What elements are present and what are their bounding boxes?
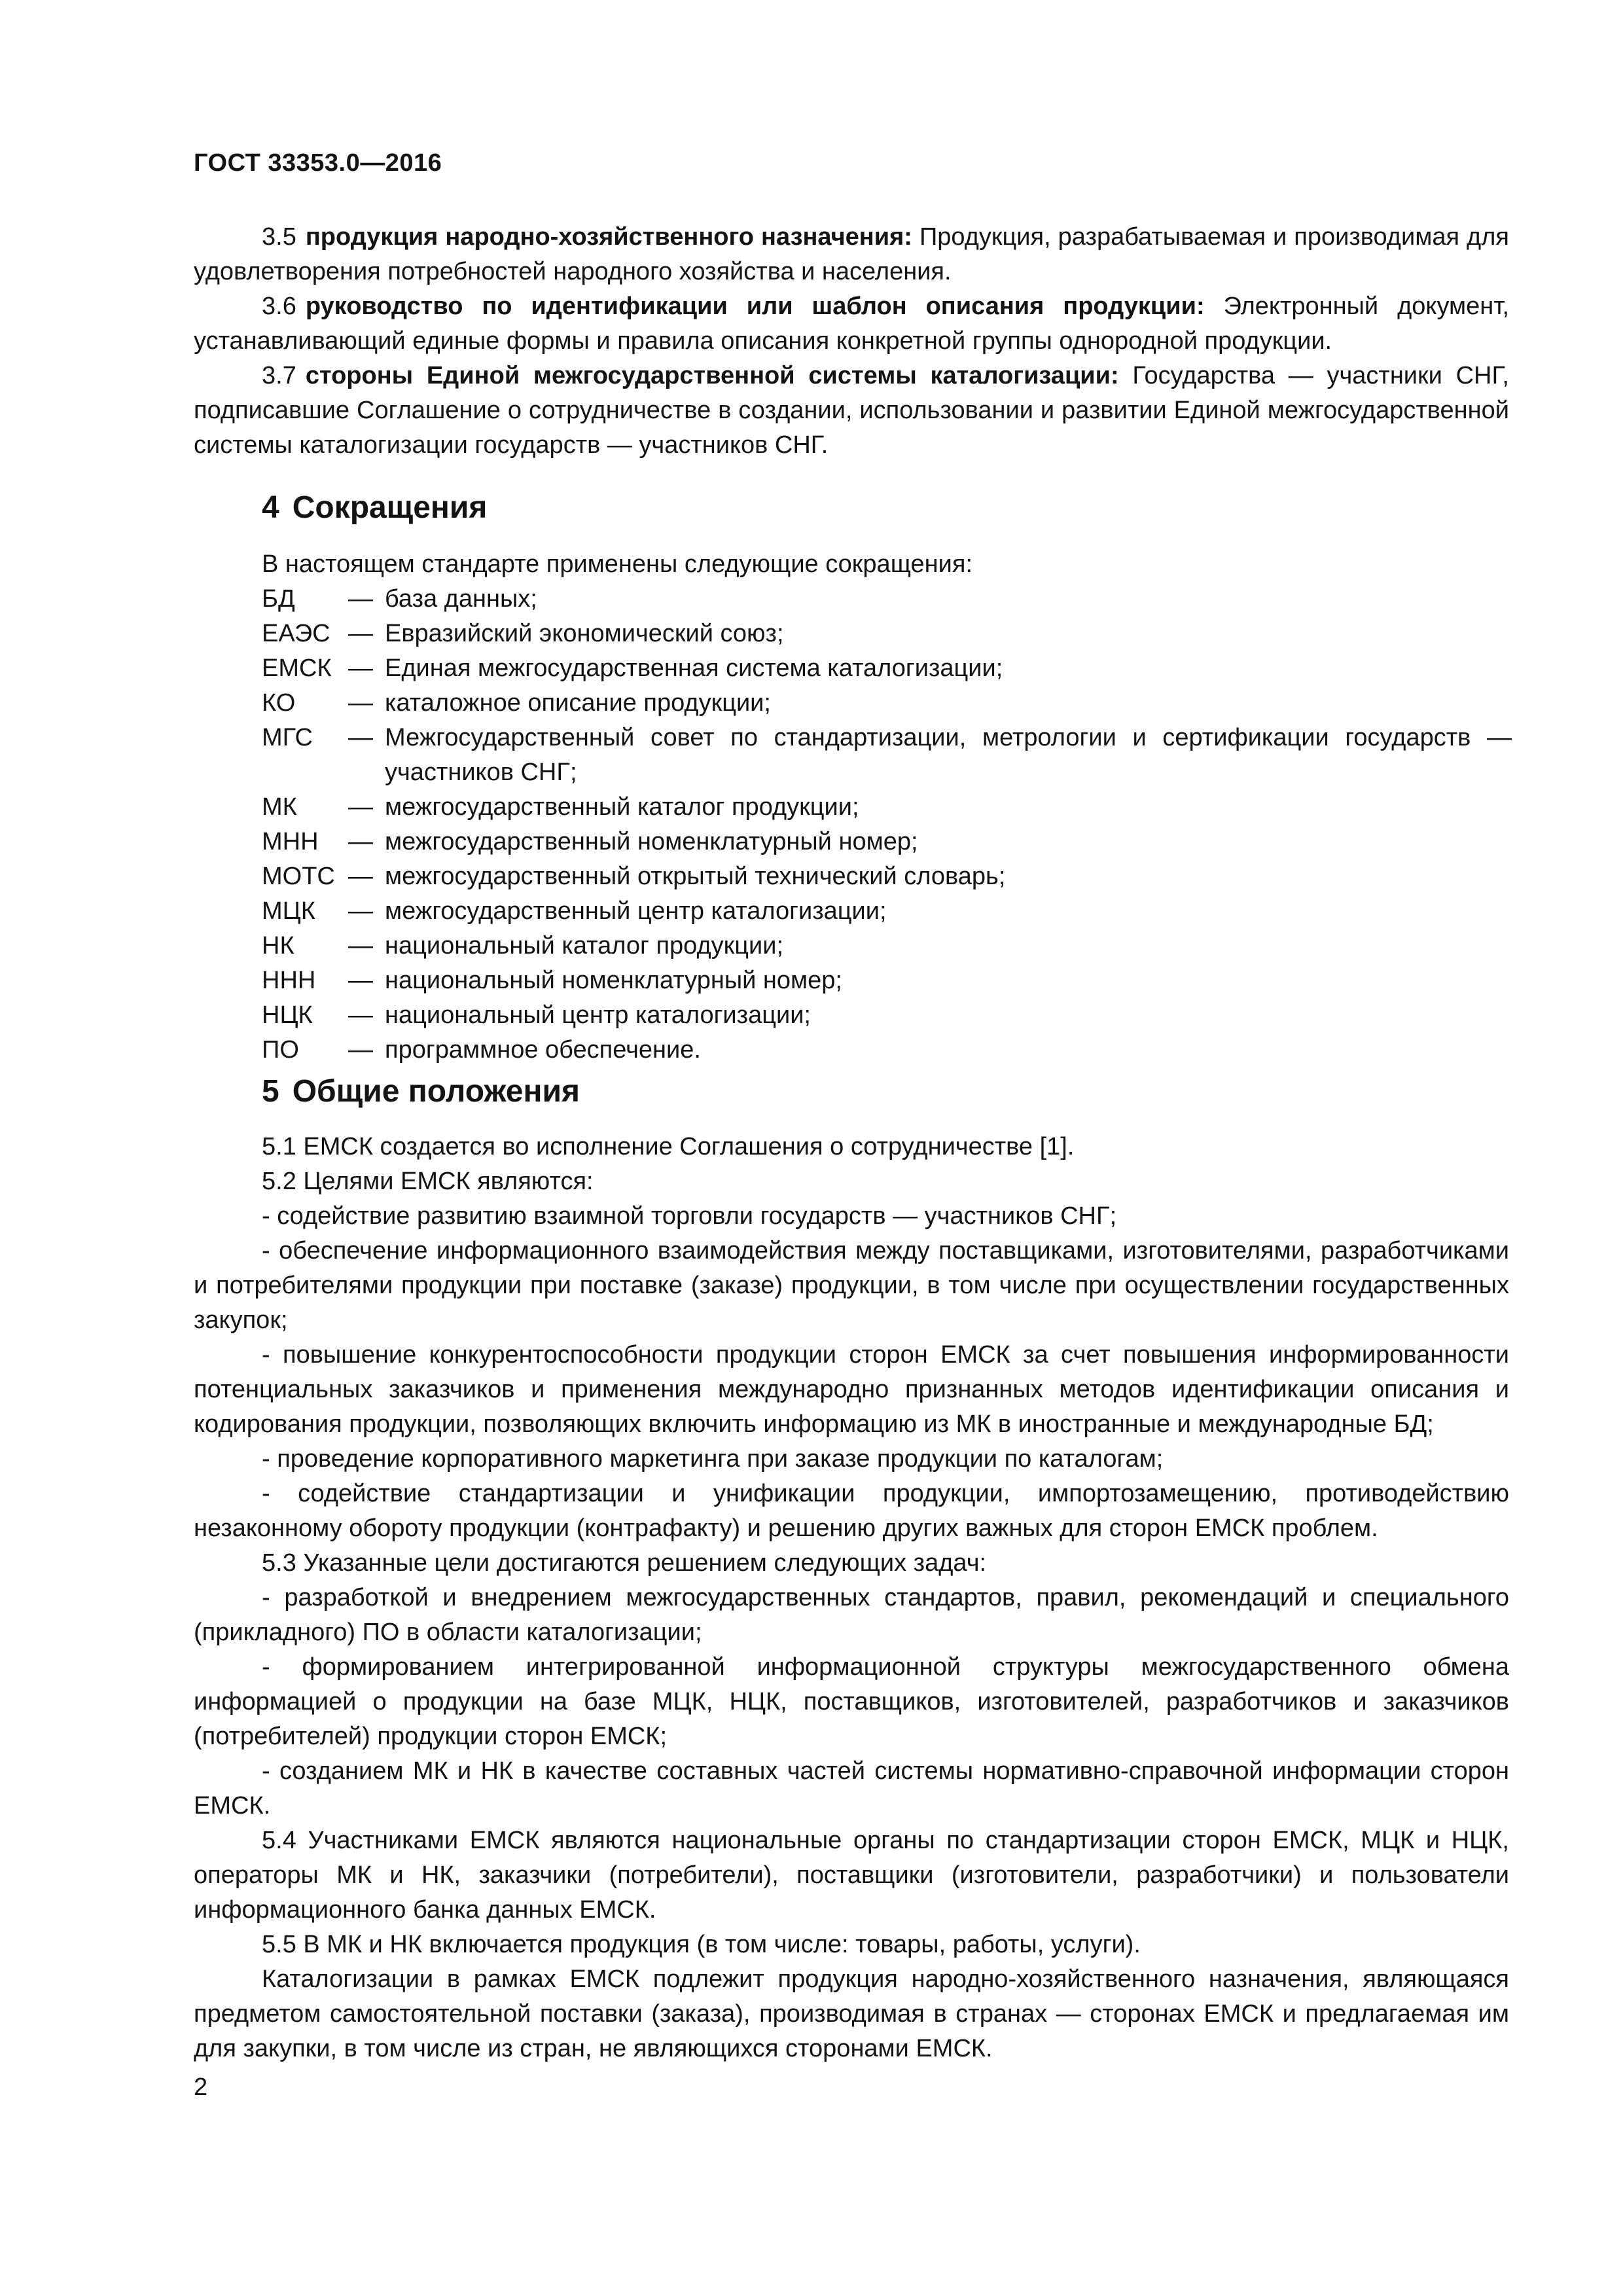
abbreviation-row [262,651,1512,686]
term-title: руководство по идентификации или шаблон описания продукции: [305,293,1205,320]
abbreviation-row [262,859,1512,894]
abbreviation-code: МОТС [262,863,335,890]
abbreviation-dash: — [348,828,373,855]
abbreviation-row [262,582,1512,617]
abbreviation-definition: Межгосударственный совет по стандартизации, метрологии и сертификации государств — участников СНГ; [385,724,1512,786]
list-item: - формированием интегрированной информационной структуры межгосударственного обмена информацией о продукции на базе МЦК, НЦК, поставщиков, изготовителей, разработчиков и заказчиков (потребителей) продукции сторон ЕМСК; [194,1653,1509,1750]
abbreviation-code: ЕМСК [262,655,332,682]
abbreviation-code: МЦК [262,897,315,925]
list-item: - повышение конкурентоспособности продукции сторон ЕМСК за счет повышения информированности потенциальных заказчиков и применения международно признанных методов идентификации описания и кодирования продукции, позволяющих включить информацию из МК в иностранные и международные БД; [194,1341,1509,1438]
term-3-5 [194,220,1509,289]
abbreviation-definition: межгосударственный номенклатурный номер; [385,828,918,855]
abbreviation-row [262,929,1512,963]
section-number: 5 [262,1074,279,1109]
paragraph: 5.5 В МК и НК включается продукция (в том числе: товары, работы, услуги). [262,1931,1141,1958]
abbreviation-row [262,617,1512,651]
term-number: 3.7 [262,362,296,389]
abbreviation-code: МК [262,793,297,821]
abbreviation-definition: национальный номенклатурный номер; [385,967,842,994]
abbreviation-dash: — [348,932,373,960]
abbreviation-dash: — [348,1036,373,1064]
abbreviation-row [262,963,1512,998]
abbreviation-dash: — [348,897,373,925]
page-number: 2 [194,2073,208,2101]
abbreviation-definition: Евразийский экономический союз; [385,620,784,647]
section-3-terms [194,220,1509,463]
abbreviation-code: ННН [262,967,316,994]
term-number: 3.5 [262,223,296,251]
abbreviation-dash: — [348,585,373,613]
section-5-heading [262,1073,580,1109]
abbreviation-code: НЦК [262,1001,313,1029]
list-item: - содействие развитию взаимной торговли государств — участников СНГ; [262,1202,1117,1230]
abbreviation-row [262,825,1512,859]
paragraph: Каталогизации в рамках ЕМСК подлежит продукция народно-хозяйственного назначения, являющаяся предметом самостоятельной поставки (заказа), производимая в странах — сторонах ЕМСК и предлагаемая им для закупки, в том числе из стран, не являющихся сторонами ЕМСК. [194,1965,1509,2062]
abbreviation-row [262,790,1512,825]
abbreviations-intro: В настоящем стандарте применены следующие сокращения: [262,550,973,578]
list-item: - обеспечение информационного взаимодействия между поставщиками, изготовителями, разработчиками и потребителями продукции при поставке (заказе) продукции, в том числе при осуществлении государственных закупок; [194,1237,1509,1334]
abbreviation-definition: межгосударственный центр каталогизации; [385,897,887,925]
paragraph: 5.2 Целями ЕМСК являются: [262,1168,594,1195]
abbreviation-definition: национальный каталог продукции; [385,932,784,960]
abbreviation-row [262,686,1512,721]
abbreviation-code: КО [262,689,296,717]
abbreviation-dash: — [348,863,373,890]
paragraph: 5.4 Участниками ЕМСК являются национальные органы по стандартизации сторон ЕМСК, МЦК и НЦК, операторы МК и НК, заказчики (потребители), поставщики (изготовители, разработчики) и пользователи информационного банка данных ЕМСК. [194,1827,1509,1924]
abbreviation-dash: — [348,689,373,717]
abbreviation-dash: — [348,620,373,647]
abbreviation-code: НК [262,932,294,960]
abbreviation-code: ЕАЭС [262,620,330,647]
abbreviations-list [262,547,1512,1067]
abbreviation-code: ПО [262,1036,299,1064]
list-item: - разработкой и внедрением межгосударственных стандартов, правил, рекомендаций и специального (прикладного) ПО в области каталогизации; [194,1584,1509,1646]
term-definition: Государства — участники СНГ, подписавшие Соглашение о сотрудничестве в создании, использовании и развитии Единой межгосударственной системы каталогизации государств — участников СНГ. [194,362,1509,459]
term-3-6 [194,289,1509,359]
abbreviation-definition: программное обеспечение. [385,1036,701,1064]
section-title: Общие положения [292,1074,580,1109]
section-5-body [194,1130,1509,2066]
term-definition: Электронный документ, устанавливающий единые формы и правила описания конкретной группы однородной продукции. [194,293,1510,355]
abbreviation-code: МНН [262,828,319,855]
section-title: Сокращения [292,490,488,525]
abbreviation-dash: — [348,724,373,751]
abbreviation-definition: база данных; [385,585,537,613]
list-item: - проведение корпоративного маркетинга при заказе продукции по каталогам; [262,1445,1164,1473]
abbreviation-definition: межгосударственный каталог продукции; [385,793,859,821]
abbreviation-dash: — [348,793,373,821]
paragraph: 5.3 Указанные цели достигаются решением следующих задач: [262,1549,987,1577]
abbreviation-row [262,998,1512,1033]
abbreviation-dash: — [348,655,373,682]
term-title: продукция народно-хозяйственного назначения: [305,223,912,251]
abbreviation-definition: национальный центр каталогизации; [385,1001,811,1029]
term-title: стороны Единой межгосударственной системы каталогизации: [305,362,1119,389]
list-item: - созданием МК и НК в качестве составных частей системы нормативно-справочной информации сторон ЕМСК. [194,1757,1509,1820]
abbreviation-dash: — [348,1001,373,1029]
abbreviation-row [262,721,1512,790]
term-3-7 [194,359,1509,463]
abbreviation-definition: Единая межгосударственная система каталогизации; [385,655,1003,682]
section-number: 4 [262,490,279,525]
abbreviation-dash: — [348,967,373,994]
term-number: 3.6 [262,293,296,320]
term-definition: Продукция, разрабатываемая и производимая для удовлетворения потребностей народного хозяйства и населения. [194,223,1509,285]
abbreviation-row [262,894,1512,929]
abbreviation-definition: межгосударственный открытый технический словарь; [385,863,1006,890]
abbreviation-code: БД [262,585,295,613]
abbreviation-code: МГС [262,724,313,751]
standard-header: ГОСТ 33353.0—2016 [194,149,442,177]
paragraph: 5.1 ЕМСК создается во исполнение Соглашения о сотрудничестве [1]. [262,1133,1075,1160]
list-item: - содействие стандартизации и унификации продукции, импортозамещению, противодействию незаконному обороту продукции (контрафакту) и решению других важных для сторон ЕМСК проблем. [194,1480,1509,1542]
abbreviation-row [262,1033,1512,1067]
section-4-heading [262,490,487,526]
abbreviation-definition: каталожное описание продукции; [385,689,771,717]
